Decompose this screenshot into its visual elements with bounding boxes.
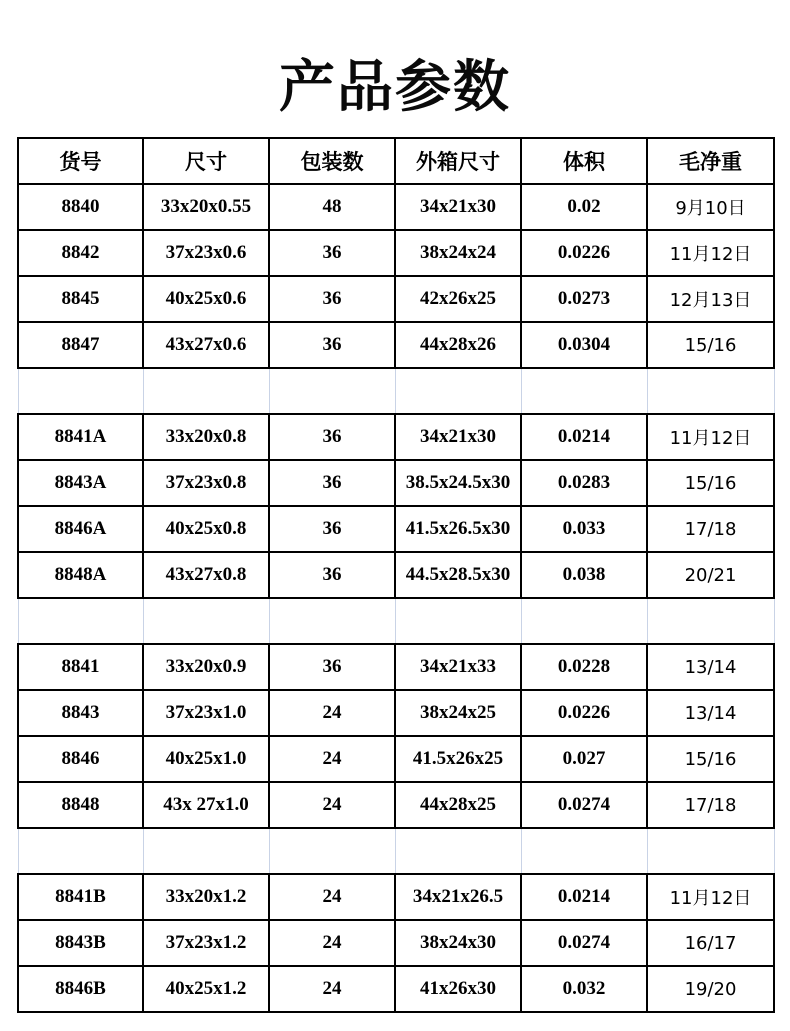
cell-item-code: 8846A [18, 506, 143, 552]
table-row [18, 414, 774, 460]
cell-volume: 0.0304 [521, 322, 647, 368]
spacer-cell [395, 368, 521, 414]
cell-carton-size: 34x21x33 [395, 644, 521, 690]
cell-item-code: 8845 [18, 276, 143, 322]
cell-volume: 0.0226 [521, 230, 647, 276]
cell-carton-size: 44.5x28.5x30 [395, 552, 521, 598]
cell-volume: 0.0228 [521, 644, 647, 690]
cell-carton-size: 41.5x26.5x30 [395, 506, 521, 552]
cell-pack-qty: 36 [269, 276, 395, 322]
cell-item-code: 8841A [18, 414, 143, 460]
spacer-cell [521, 828, 647, 874]
cell-volume: 0.0214 [521, 414, 647, 460]
cell-carton-size: 34x21x30 [395, 184, 521, 230]
cell-item-code: 8840 [18, 184, 143, 230]
cell-volume: 0.038 [521, 552, 647, 598]
table-row [18, 644, 774, 690]
cell-item-code: 8841 [18, 644, 143, 690]
cell-volume: 0.0274 [521, 920, 647, 966]
header-carton-size: 外箱尺寸 [395, 138, 521, 184]
spacer-cell [18, 828, 143, 874]
cell-weight: 15/16 [647, 736, 774, 782]
table-row [18, 276, 774, 322]
cell-carton-size: 38x24x25 [395, 690, 521, 736]
table-row [18, 690, 774, 736]
spacer-cell [647, 598, 774, 644]
cell-carton-size: 41.5x26x25 [395, 736, 521, 782]
cell-size: 43x27x0.8 [143, 552, 269, 598]
cell-weight: 9月10日 [647, 184, 774, 230]
product-params-table [17, 137, 775, 1013]
cell-size: 43x 27x1.0 [143, 782, 269, 828]
spacer-cell [395, 828, 521, 874]
table-row [18, 184, 774, 230]
cell-volume: 0.0226 [521, 690, 647, 736]
cell-size: 40x25x0.8 [143, 506, 269, 552]
table-row [18, 966, 774, 1012]
cell-size: 33x20x1.2 [143, 874, 269, 920]
spacer-cell [395, 598, 521, 644]
cell-size: 40x25x0.6 [143, 276, 269, 322]
spacer-cell [647, 368, 774, 414]
cell-weight: 16/17 [647, 920, 774, 966]
cell-pack-qty: 36 [269, 506, 395, 552]
spacer-cell [269, 368, 395, 414]
spacer-cell [269, 598, 395, 644]
cell-volume: 0.033 [521, 506, 647, 552]
spacer-cell [143, 828, 269, 874]
cell-weight: 19/20 [647, 966, 774, 1012]
header-volume: 体积 [521, 138, 647, 184]
table-row [18, 552, 774, 598]
spacer-cell [143, 598, 269, 644]
cell-volume: 0.0274 [521, 782, 647, 828]
table-header-row [18, 138, 774, 184]
table-row [18, 874, 774, 920]
cell-pack-qty: 24 [269, 966, 395, 1012]
cell-pack-qty: 36 [269, 322, 395, 368]
spacer-cell [521, 368, 647, 414]
cell-pack-qty: 24 [269, 782, 395, 828]
cell-item-code: 8846 [18, 736, 143, 782]
cell-size: 33x20x0.55 [143, 184, 269, 230]
spacer-cell [18, 598, 143, 644]
cell-item-code: 8843 [18, 690, 143, 736]
cell-volume: 0.032 [521, 966, 647, 1012]
header-gross-net-weight: 毛净重 [647, 138, 774, 184]
cell-volume: 0.0273 [521, 276, 647, 322]
cell-size: 40x25x1.2 [143, 966, 269, 1012]
spacer-cell [143, 368, 269, 414]
cell-weight: 11月12日 [647, 874, 774, 920]
cell-weight: 13/14 [647, 644, 774, 690]
table-row [18, 920, 774, 966]
cell-size: 37x23x0.8 [143, 460, 269, 506]
cell-carton-size: 44x28x26 [395, 322, 521, 368]
table-row [18, 506, 774, 552]
cell-item-code: 8846B [18, 966, 143, 1012]
cell-weight: 11月12日 [647, 414, 774, 460]
cell-pack-qty: 24 [269, 690, 395, 736]
cell-weight: 12月13日 [647, 276, 774, 322]
page-title: 产品参数 [279, 55, 511, 120]
cell-size: 43x27x0.6 [143, 322, 269, 368]
cell-size: 37x23x1.2 [143, 920, 269, 966]
cell-size: 33x20x0.8 [143, 414, 269, 460]
cell-carton-size: 44x28x25 [395, 782, 521, 828]
cell-weight: 15/16 [647, 460, 774, 506]
cell-carton-size: 38x24x24 [395, 230, 521, 276]
cell-weight: 13/14 [647, 690, 774, 736]
cell-item-code: 8848 [18, 782, 143, 828]
table-row [18, 322, 774, 368]
table-row [18, 736, 774, 782]
cell-pack-qty: 36 [269, 460, 395, 506]
table-row [18, 460, 774, 506]
cell-item-code: 8843B [18, 920, 143, 966]
cell-pack-qty: 36 [269, 414, 395, 460]
table-row [18, 230, 774, 276]
cell-carton-size: 41x26x30 [395, 966, 521, 1012]
cell-pack-qty: 36 [269, 552, 395, 598]
table-spacer-row [18, 828, 774, 874]
cell-weight: 20/21 [647, 552, 774, 598]
cell-item-code: 8841B [18, 874, 143, 920]
table-spacer-row [18, 598, 774, 644]
cell-pack-qty: 24 [269, 874, 395, 920]
cell-size: 37x23x1.0 [143, 690, 269, 736]
cell-volume: 0.0283 [521, 460, 647, 506]
cell-pack-qty: 36 [269, 230, 395, 276]
table-spacer-row [18, 368, 774, 414]
cell-pack-qty: 24 [269, 920, 395, 966]
cell-pack-qty: 48 [269, 184, 395, 230]
spacer-cell [647, 828, 774, 874]
header-size: 尺寸 [143, 138, 269, 184]
cell-size: 37x23x0.6 [143, 230, 269, 276]
cell-size: 33x20x0.9 [143, 644, 269, 690]
cell-weight: 15/16 [647, 322, 774, 368]
cell-carton-size: 38x24x30 [395, 920, 521, 966]
cell-item-code: 8842 [18, 230, 143, 276]
spacer-cell [521, 598, 647, 644]
cell-carton-size: 34x21x26.5 [395, 874, 521, 920]
cell-weight: 17/18 [647, 506, 774, 552]
table-row [18, 782, 774, 828]
cell-carton-size: 34x21x30 [395, 414, 521, 460]
cell-carton-size: 38.5x24.5x30 [395, 460, 521, 506]
cell-item-code: 8847 [18, 322, 143, 368]
cell-carton-size: 42x26x25 [395, 276, 521, 322]
header-pack-qty: 包装数 [269, 138, 395, 184]
cell-pack-qty: 36 [269, 644, 395, 690]
cell-size: 40x25x1.0 [143, 736, 269, 782]
header-item-code: 货号 [18, 138, 143, 184]
cell-item-code: 8843A [18, 460, 143, 506]
cell-volume: 0.027 [521, 736, 647, 782]
cell-weight: 17/18 [647, 782, 774, 828]
spacer-cell [18, 368, 143, 414]
cell-item-code: 8848A [18, 552, 143, 598]
cell-volume: 0.0214 [521, 874, 647, 920]
spacer-cell [269, 828, 395, 874]
cell-volume: 0.02 [521, 184, 647, 230]
cell-pack-qty: 24 [269, 736, 395, 782]
cell-weight: 11月12日 [647, 230, 774, 276]
